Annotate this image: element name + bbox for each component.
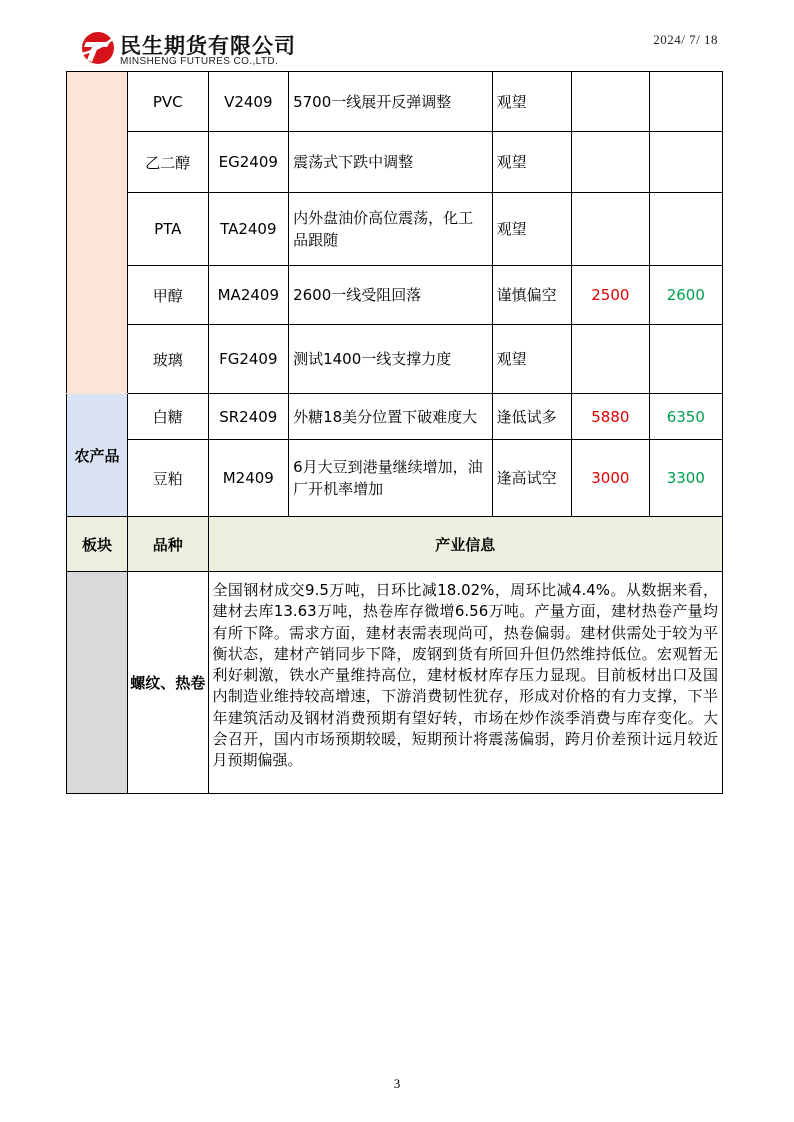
resistance-level [649,325,722,394]
column-header-sector: 板块 [67,517,128,572]
support-level: 2500 [572,266,649,325]
market-comment: 5700一线展开反弹调整 [289,72,493,132]
variety-name: 豆粕 [127,440,208,517]
table-row [67,72,723,132]
support-level [572,193,649,266]
variety-name: PTA [127,193,208,266]
contract-code: M2409 [208,440,289,517]
info-row [67,572,723,794]
resistance-level [649,193,722,266]
strategy-view: 观望 [492,132,572,193]
variety-name: 白糖 [127,394,208,440]
minsheng-logo-icon [80,28,116,68]
market-comment: 内外盘油价高位震荡，化工品跟随 [289,193,493,266]
sector-cell-info [67,572,128,794]
market-comment: 2600一线受阻回落 [289,266,493,325]
resistance-level [649,132,722,193]
table-row [67,325,723,394]
support-level [572,72,649,132]
contract-code: MA2409 [208,266,289,325]
strategy-view: 逢高试空 [492,440,572,517]
variety-name: 玻璃 [127,325,208,394]
column-header-variety: 品种 [127,517,208,572]
info-variety-name: 螺纹、热卷 [127,572,208,794]
market-comment: 测试1400一线支撑力度 [289,325,493,394]
contract-code: EG2409 [208,132,289,193]
sector-cell-chemicals [67,72,128,394]
logo-english-name: MINSHENG FUTURES CO.,LTD. [120,56,279,67]
info-header-row [67,517,723,572]
strategy-view: 观望 [492,72,572,132]
strategy-view: 观望 [492,325,572,394]
contract-code: TA2409 [208,193,289,266]
strategy-view: 观望 [492,193,572,266]
table-row [67,440,723,517]
page-header [0,0,794,72]
resistance-level: 2600 [649,266,722,325]
logo-chinese-name: 民生期货有限公司 [120,34,296,58]
sector-label-agri: 农产品 [67,394,128,517]
contract-code: FG2409 [208,325,289,394]
company-logo [80,28,310,72]
support-level: 3000 [572,440,649,517]
resistance-level [649,72,722,132]
report-date: 2024/ 7/ 18 [653,32,718,47]
contract-code: V2409 [208,72,289,132]
column-header-industry-info: 产业信息 [208,517,722,572]
support-level: 5880 [572,394,649,440]
variety-name: PVC [127,72,208,132]
variety-name: 乙二醇 [127,132,208,193]
resistance-level: 6350 [649,394,722,440]
table-row [67,394,723,440]
strategy-view: 谨慎偏空 [492,266,572,325]
strategy-view: 逢低试多 [492,394,572,440]
support-level [572,132,649,193]
industry-info-text: 全国钢材成交9.5万吨，日环比减18.02%，周环比减4.4%。从数据来看，建材去库13.63万吨，热卷库存微增6.56万吨。产量方面，建材热卷产量均有所下降。需求方面，建材表需表现尚可，热卷偏弱。建材供需处于较为平衡状态，建材产销同步下降，废钢到货有所回升但仍然维持低位。宏观暂无利好刺激，铁水产量维持高位，建材板材库存压力显现。目前板材出口及国内制造业维持较高增速，下游消费韧性犹存，形成对价格的有力支撑，下半年建筑活动及钢材消费预期有望好转，市场在炒作淡季消费与库存变化。大会召开，国内市场预期较暖，短期预计将震荡偏弱，跨月价差预计远月较近月预期偏强。 [208,572,722,794]
support-level [572,325,649,394]
page-number: 3 [393,1076,401,1091]
table-row [67,193,723,266]
market-comment: 6月大豆到港量继续增加，油厂开机率增加 [289,440,493,517]
strategy-table [66,71,723,794]
table-row [67,266,723,325]
market-comment: 外糖18美分位置下破难度大 [289,394,493,440]
contract-code: SR2409 [208,394,289,440]
table-row [67,132,723,193]
resistance-level: 3300 [649,440,722,517]
variety-name: 甲醇 [127,266,208,325]
market-comment: 震荡式下跌中调整 [289,132,493,193]
